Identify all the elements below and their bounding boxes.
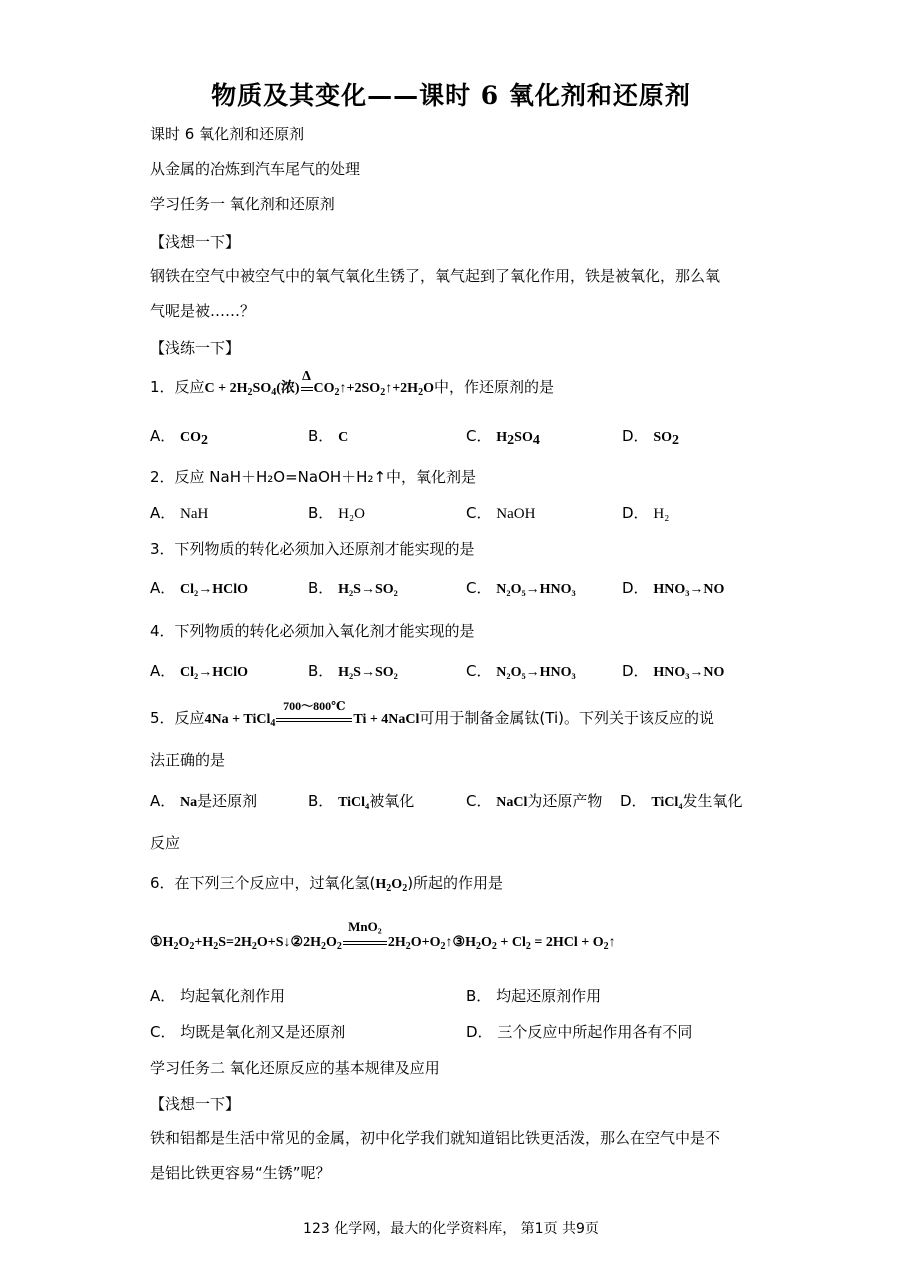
reaction-condition: 700～800℃ xyxy=(283,699,346,713)
section-subtitle: 从金属的冶炼到汽车尾气的处理 xyxy=(150,160,361,178)
option-a: A． Cl₂→HClO xyxy=(150,579,249,597)
page-footer: 123 化学网，最大的化学资料库， 第1页 共9页 xyxy=(303,1221,599,1237)
think-label: 【浅想一下】 xyxy=(150,1095,241,1113)
option-c: C． 均既是氧化剂又是还原剂 xyxy=(150,1023,346,1041)
option-c: C． NaOH xyxy=(466,504,536,522)
question-1 xyxy=(150,369,554,399)
practice-label: 【浅练一下】 xyxy=(150,339,241,357)
option-b: B． H₂S→SO₂ xyxy=(308,662,398,680)
question-5 xyxy=(150,699,714,730)
option-c: C． $H_2SO_4$ xyxy=(466,427,540,448)
option-b: B． H₂S→SO₂ xyxy=(308,579,398,597)
page-title: 物质及其变化——课时 6 氧化剂和还原剂 xyxy=(211,81,691,110)
paragraph-line: 气呢是被……？ xyxy=(150,302,256,320)
equation: 4Na + TiCl$_4$ 700～800℃ Ti + 4NaCl xyxy=(205,712,420,727)
option-c: C． NaCl为还原产物 xyxy=(466,792,603,810)
reaction-list: $①H_2O_2+H_2S=2H_2O+S↓②2H_2O_2$ MnO₂ $2H_2O+O_2↑③H_2O_2 + Cl_2 = 2HCl$ + $O_2↑$ xyxy=(150,919,616,952)
option-d: D． TiCl₄发生氧化 xyxy=(620,792,743,810)
task-two-heading: 学习任务二 氧化还原反应的基本规律及应用 xyxy=(150,1059,440,1077)
catalyst: MnO₂ xyxy=(348,919,382,934)
option-b: B． 均起还原剂作用 xyxy=(466,987,602,1005)
option-a: A． Cl₂→HClO xyxy=(150,662,249,680)
option-d: D． $SO_2$ xyxy=(622,427,680,448)
option-b: B． H₂O xyxy=(308,504,365,522)
question-6: 6．在下列三个反应中，过氧化氢$(H_2O_2)$所起的作用是 xyxy=(150,874,504,894)
paragraph-line: 是铝比铁更容易“生锈”呢？ xyxy=(150,1164,331,1182)
question-2: 2．反应 NaH＋H₂O=NaOH＋H₂↑中，氧化剂是 xyxy=(150,468,477,486)
option-b: B． C xyxy=(308,427,349,445)
option-a: A． $CO_2$ xyxy=(150,427,209,448)
option-c: C． N₂O₅→HNO₃ xyxy=(466,579,576,597)
lesson-heading: 课时 6 氧化剂和还原剂 xyxy=(150,125,305,143)
equation: $C + 2H_2SO_4$(浓) Δ $CO_2↑+2SO_2↑+2H_2O$ xyxy=(204,369,434,398)
option-a: A． 均起氧化剂作用 xyxy=(150,987,286,1005)
paragraph-line: 反应 xyxy=(150,834,181,852)
option-d: D． HNO₃→NO xyxy=(622,662,725,680)
paragraph-line: 铁和铝都是生活中常见的金属，初中化学我们就知道铝比铁更活泼，那么在空气中是不 xyxy=(150,1129,721,1147)
think-label: 【浅想一下】 xyxy=(150,233,241,251)
option-d: D． H₂ xyxy=(622,504,670,522)
question-number: 5．反应 xyxy=(150,709,205,727)
option-b: B． TiCl₄被氧化 xyxy=(308,792,415,810)
question-3: 3．下列物质的转化必须加入还原剂才能实现的是 xyxy=(150,540,475,558)
task-one-heading: 学习任务一 氧化剂和还原剂 xyxy=(150,195,335,213)
option-d: D． 三个反应中所起作用各有不同 xyxy=(466,1023,693,1041)
paragraph-line: 法正确的是 xyxy=(150,751,226,769)
option-a: A． NaH xyxy=(150,504,209,522)
option-c: C． N₂O₅→HNO₃ xyxy=(466,662,576,680)
question-tail: 中，作还原剂的是 xyxy=(433,378,554,396)
question-tail: 可用于制备金属钛(Ti)。下列关于该反应的说 xyxy=(419,709,714,727)
option-d: D． HNO₃→NO xyxy=(622,579,725,597)
question-4: 4．下列物质的转化必须加入氧化剂才能实现的是 xyxy=(150,622,475,640)
question-number: 1．反应 xyxy=(150,378,205,396)
paragraph-line: 钢铁在空气中被空气中的氧气氧化生锈了，氧气起到了氧化作用，铁是被氧化，那么氧 xyxy=(150,267,721,285)
option-a: A． Na是还原剂 xyxy=(150,792,258,810)
heat-symbol: Δ xyxy=(302,369,311,384)
